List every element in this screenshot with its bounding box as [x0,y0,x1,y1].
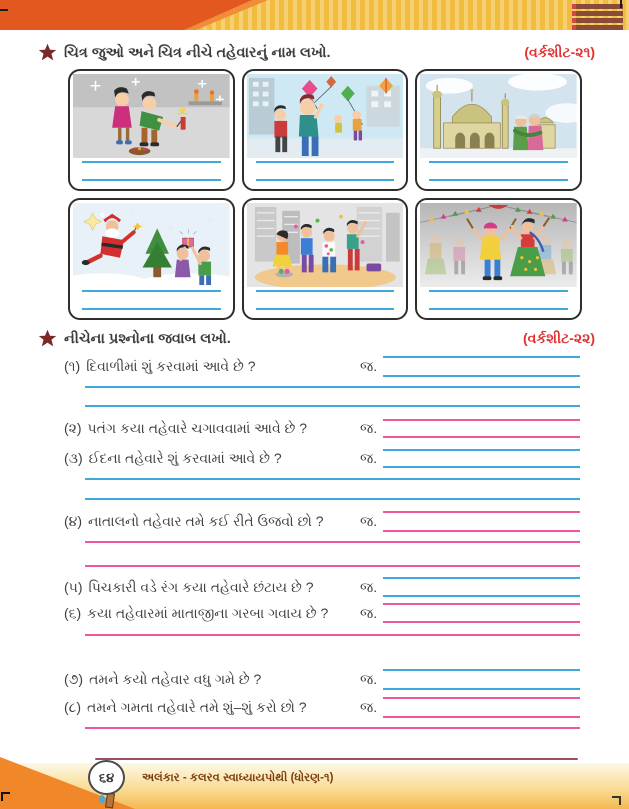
festival-name-line[interactable] [429,161,568,163]
orange-blob [0,0,252,30]
crop-mark [0,9,8,11]
festival-name-line[interactable] [82,308,221,310]
section2-header [38,329,595,348]
extra-answer-line[interactable] [85,623,580,636]
answer-label: જ. [360,358,378,374]
eid-mosque-embrace-illustration [420,74,577,158]
pic-box-christmas [68,198,235,320]
festival-name-line[interactable] [256,161,395,163]
question-row-6 [64,603,580,623]
navratri-garba-illustration [420,203,577,287]
diwali-firecrackers-illustration [73,74,230,158]
extra-answer-line[interactable] [85,388,580,407]
answer-line[interactable] [383,449,580,468]
top-decorative-band [0,0,629,30]
answer-label: જ. [360,578,378,595]
answer-label: જ. [360,671,378,687]
answer-label: જ. [360,699,378,715]
pic-box-uttarayan [242,69,409,191]
answer-line[interactable] [383,511,580,532]
festival-name-line[interactable] [82,179,221,181]
section1-title: ચિત્ર જુઓ અને ચિત્ર નીચે તહેવારનું નામ લખો. [64,44,331,61]
answer-label: જ. [360,420,378,436]
extra-answer-line[interactable] [85,468,580,480]
extra-answer-line[interactable] [85,532,580,543]
festival-name-line[interactable] [256,308,395,310]
holi-colors-illustration [247,203,404,287]
festival-name-line[interactable] [429,179,568,181]
question-row-1 [64,356,580,377]
festival-name-line[interactable] [256,290,395,292]
festival-name-line[interactable] [82,161,221,163]
footer [0,755,629,809]
page-number-bubble [88,760,125,795]
answer-line[interactable] [383,669,580,690]
answer-line[interactable] [383,603,580,623]
question-row-7 [64,669,580,690]
question-text: દિવાળીમાં શું કરવામાં આવે છે ? [86,358,256,374]
questions-list [38,356,595,729]
festival-name-line[interactable] [82,290,221,292]
question-number: (૬) [64,604,82,621]
question-text: તમને ગમતા તહેવારે તમે શું–શું કરો છો ? [87,699,307,715]
festival-name-line[interactable] [429,308,568,310]
worksheet-badge-22: (વર્કશીટ-૨૨) [523,330,595,346]
pic-box-navratri [415,198,582,320]
question-number: (૨) [64,420,82,436]
question-number: (૪) [64,513,83,529]
christmas-santa-gifts-illustration [73,203,230,287]
worksheet-badge-21: (વર્કશીટ-૨૧) [524,44,595,60]
festival-name-line[interactable] [256,179,395,181]
answer-line[interactable] [383,577,580,597]
extra-answer-line[interactable] [85,718,580,729]
question-number: (૩) [64,450,83,466]
answer-label: જ. [360,450,378,466]
question-number: (૮) [64,699,82,715]
footer-book-title: અલંકાર - કલરવ સ્વાધ્યાયપોથી (ધોરણ-૧) [142,772,334,784]
answer-label: જ. [360,604,378,621]
answer-line[interactable] [383,356,580,377]
extra-answer-line[interactable] [85,377,580,388]
section1-header [38,43,595,62]
question-number: (૭) [64,671,84,687]
crop-mark [620,0,622,8]
question-number: (૫) [64,578,83,595]
pic-box-diwali [68,69,235,191]
pic-box-eid [415,69,582,191]
pic-box-holi [242,198,409,320]
question-text: નાતાલનો તહેવાર તમે કઈ રીતે ઉજવો છો ? [88,513,324,529]
question-row-3 [64,449,580,468]
uttarayan-kite-flying-illustration [247,74,404,158]
question-row-4 [64,511,580,532]
section2-title: નીચેના પ્રશ્નોના જવાબ લખો. [64,330,231,347]
stacked-bars-icon [575,4,623,32]
question-text: ઈદના તહેવારે શું કરવામાં આવે છે ? [88,450,282,466]
star-bullet-icon [38,329,57,348]
question-row-2 [64,419,580,438]
crop-mark [1,792,10,801]
water-drop-icon [99,795,105,803]
question-text: પતંગ કયા તહેવારે ચગાવવામાં આવે છે ? [87,420,308,436]
extra-answer-line[interactable] [85,480,580,500]
question-row-8 [64,697,580,718]
page-number: ૬૪ [98,769,115,785]
question-text: તમને કયો તહેવાર વધુ ગમે છે ? [89,671,262,687]
footer-divider-line [95,758,578,760]
question-row-5 [64,577,580,597]
festival-name-line[interactable] [429,290,568,292]
answer-line[interactable] [383,697,580,718]
question-number: (૧) [64,358,81,374]
answer-label: જ. [360,513,378,529]
crop-mark [612,796,621,805]
question-text: પિચકારી વડે રંગ કયા તહેવારે છંટાય છે ? [88,578,314,595]
question-text: કયા તહેવારમાં માતાજીના ગરબા ગવાય છે ? [87,604,329,621]
answer-line[interactable] [383,419,580,438]
star-bullet-icon [38,43,57,62]
festival-picture-grid [68,69,582,320]
extra-answer-line[interactable] [85,543,580,567]
